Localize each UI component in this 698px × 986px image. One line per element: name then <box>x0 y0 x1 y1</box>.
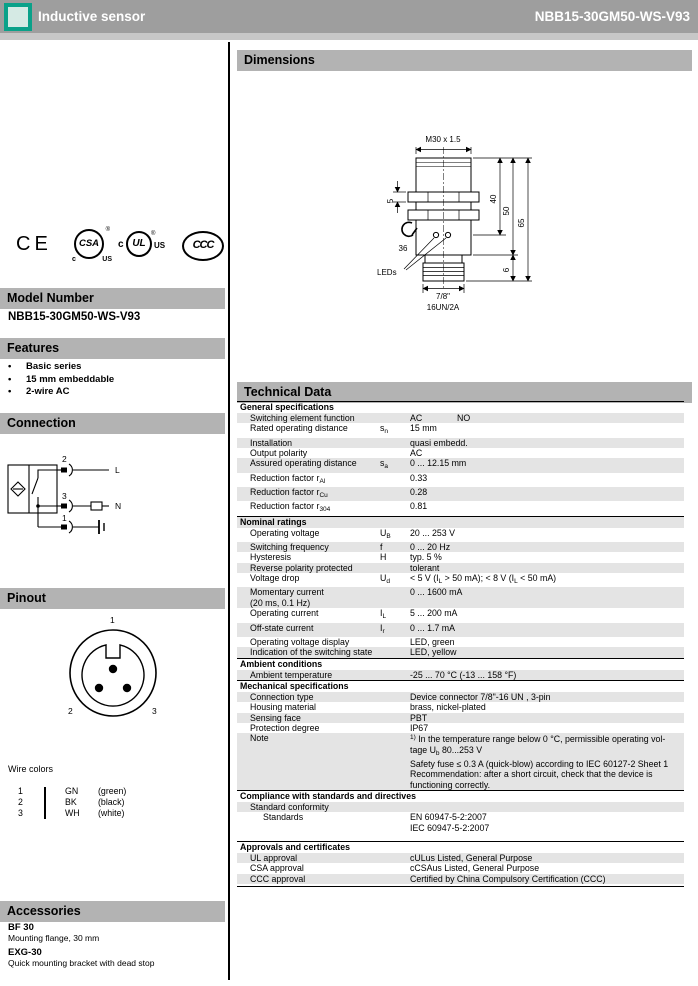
spec-row <box>237 587 684 608</box>
spec-symbol: $s_a$ <box>380 458 389 471</box>
spec-symbol <box>380 647 410 657</box>
spec-label: Ambient temperature <box>250 669 333 680</box>
spec-value: 0 ... 12.15 mm <box>410 458 467 469</box>
spec-row <box>237 608 684 622</box>
spec-symbol: $I_L$ <box>380 608 387 621</box>
spec-value: -25 ... 70 °C (-13 ... 158 °F) <box>410 669 517 680</box>
spec-row <box>237 874 684 884</box>
technical-table <box>237 401 684 887</box>
dim-65-label: 65 <box>517 218 526 228</box>
connection-diagram <box>5 453 175 563</box>
spec-row <box>237 448 684 458</box>
spec-section-header: General specifications <box>237 401 684 413</box>
wire-code: WH <box>65 807 80 818</box>
spec-label: Output polarity <box>250 448 308 459</box>
wire-color-row <box>0 808 220 819</box>
spec-row <box>237 528 684 542</box>
connector-size-label: 7/8" <box>436 292 450 301</box>
csa-mark-icon: CSA ® c US <box>72 227 112 263</box>
spec-value: AC NO <box>410 413 471 423</box>
spec-symbol <box>380 487 410 501</box>
spec-symbol <box>380 473 410 487</box>
spec-row <box>237 423 684 437</box>
brand-logo-icon <box>4 3 32 31</box>
wire-color-name: (black) <box>98 796 125 807</box>
spec-label: Protection degree <box>250 722 320 733</box>
spec-label: Rated operating distance <box>250 423 348 434</box>
bullet-icon: • <box>8 386 12 398</box>
spec-label: Momentary current (20 ms, 0.1 Hz) <box>250 587 324 608</box>
spec-row <box>237 670 684 680</box>
spec-value: 0 ... 20 Hz <box>410 542 451 553</box>
accessories-list <box>8 918 223 968</box>
ce-mark-icon: CE <box>16 233 52 255</box>
wire-color-row <box>0 786 220 797</box>
spec-value: < 5 V ($I_L > 50$ mA); < 8 V ($I_L < 50$ mA) <box>410 573 557 586</box>
line-l-label: L <box>115 465 120 475</box>
spec-row <box>237 623 684 637</box>
spec-value: 0 ... 1600 mA <box>410 587 463 598</box>
spec-row <box>237 713 684 723</box>
terminal-2-label: 2 <box>62 454 67 464</box>
spec-symbol <box>380 448 410 458</box>
ul-mark-icon: c UL ® US <box>118 231 170 263</box>
spec-row <box>237 458 684 472</box>
spec-row <box>237 438 684 448</box>
spec-row <box>237 812 684 833</box>
certification-marks <box>0 227 225 265</box>
spec-label: Reduction factor $r_{Cu}$ <box>250 487 328 500</box>
spec-value: 5 ... 200 mA <box>410 608 458 619</box>
spec-row <box>237 473 684 487</box>
bullet-icon: • <box>8 373 12 385</box>
bullet-icon: • <box>8 361 12 372</box>
spec-row <box>237 552 684 562</box>
thread-label: M30 x 1.5 <box>425 135 461 144</box>
wire-pin: 3 <box>18 807 23 818</box>
terminal-3-label: 3 <box>62 491 67 501</box>
spec-row <box>237 702 684 712</box>
spec-value: brass, nickel-plated <box>410 702 486 713</box>
spec-label: Switching element function <box>250 413 355 423</box>
model-number-value: NBB15-30GM50-WS-V93 <box>8 311 141 323</box>
spec-label: Indication of the switching state <box>250 647 373 658</box>
spec-label: Installation <box>250 437 293 448</box>
spec-label: UL approval <box>250 853 298 863</box>
wire-code: GN <box>65 786 79 796</box>
leds-label: LEDs <box>377 268 397 277</box>
spec-row <box>237 542 684 552</box>
spec-row <box>237 733 684 790</box>
wire-colors-table <box>0 786 220 818</box>
spec-value: quasi embedd. <box>410 437 468 448</box>
spec-symbol <box>380 413 410 423</box>
accessory-model: BF 30 <box>8 922 34 933</box>
spec-symbol <box>380 563 410 573</box>
spec-label: Reduction factor $r_{304}$ <box>250 501 331 514</box>
spec-value: cCSAus Listed, General Purpose <box>410 863 540 874</box>
spec-value: 15 mm <box>410 423 437 434</box>
spec-section-header: Approvals and certificates <box>237 841 684 853</box>
dim-40-label: 40 <box>489 194 498 204</box>
spec-label: Reverse polarity protected <box>250 562 353 573</box>
accessories-header: Accessories <box>0 901 225 922</box>
spec-symbol <box>380 863 410 873</box>
spec-row <box>237 647 684 657</box>
spec-symbol: $U_d$ <box>380 573 390 586</box>
column-divider <box>228 42 230 980</box>
spec-value: 20 ... 253 V <box>410 527 455 538</box>
pin-2-label: 2 <box>68 706 73 716</box>
spec-symbol <box>380 501 410 515</box>
spec-label: Standard conformity <box>250 801 329 812</box>
spec-symbol <box>380 702 410 712</box>
spec-label: Note <box>250 733 269 744</box>
header-sub-strip <box>0 33 698 40</box>
spec-row <box>237 692 684 702</box>
model-number-header: Model Number <box>0 288 225 309</box>
spec-section-header: Mechanical specifications <box>237 680 684 692</box>
pin-3-label: 3 <box>152 706 157 716</box>
spec-row <box>237 637 684 647</box>
spec-symbol <box>380 713 410 723</box>
spec-label: Operating current <box>250 608 319 619</box>
wire-color-name: (white) <box>98 807 125 818</box>
pin-1-label: 1 <box>110 615 115 625</box>
spec-symbol: H <box>380 552 387 563</box>
spec-value: Device connector 7/8"-16 UN , 3-pin <box>410 691 551 702</box>
header-model-number: NBB15-30GM50-WS-V93 <box>534 9 690 24</box>
spec-row <box>237 853 684 863</box>
wire-code: BK <box>65 796 77 807</box>
feature-item: • Basic series <box>8 361 82 372</box>
spec-value: 0 ... 1.7 mA <box>410 622 455 633</box>
spec-label: Standards <box>263 812 304 823</box>
spec-value: 0.81 <box>410 501 428 512</box>
page-title: Inductive sensor <box>38 9 146 24</box>
spec-row <box>237 723 684 733</box>
nut-height-label: 5 <box>386 198 395 204</box>
spec-value: LED, yellow <box>410 647 457 658</box>
spec-value: EN 60947-5-2:2007 IEC 60947-5-2:2007 <box>410 812 490 833</box>
technical-data-header: Technical Data <box>237 382 692 403</box>
wire-color-row <box>0 797 220 808</box>
feature-item: • 2-wire AC <box>8 386 70 398</box>
spec-value: 0.28 <box>410 487 428 498</box>
spec-symbol: f <box>380 542 383 553</box>
spec-value <box>410 802 684 812</box>
spec-row <box>237 413 684 423</box>
spec-value: typ. 5 % <box>410 552 442 563</box>
dimension-drawing <box>332 127 602 317</box>
spec-symbol <box>380 438 410 448</box>
spec-row <box>237 501 684 515</box>
spec-value: cULus Listed, General Purpose <box>410 853 533 863</box>
wire-colors-title: Wire colors <box>8 764 54 774</box>
spec-symbol <box>380 587 410 608</box>
spec-symbol <box>380 723 410 733</box>
spec-symbol: $U_B$ <box>380 527 391 540</box>
spec-label: CSA approval <box>250 863 304 874</box>
spec-row <box>237 863 684 873</box>
features-header: Features <box>0 338 225 359</box>
accessory-description: Quick mounting bracket with dead stop <box>8 958 155 968</box>
ccc-mark-icon: CCC <box>182 231 224 261</box>
spec-row <box>237 802 684 812</box>
wrench-size-label: 36 <box>398 244 408 253</box>
spec-label: Operating voltage <box>250 527 320 538</box>
spec-row <box>237 573 684 587</box>
spec-symbol <box>380 802 410 812</box>
wrench-icon <box>402 222 417 236</box>
dim-50-label: 50 <box>502 206 511 216</box>
spec-section-header: Ambient conditions <box>237 658 684 670</box>
wire-colors-divider <box>44 787 46 819</box>
features-list <box>8 361 223 399</box>
spec-label: Housing material <box>250 702 317 713</box>
spec-label: Assured operating distance <box>250 458 357 469</box>
spec-value: IP67 <box>410 722 429 733</box>
spec-symbol <box>380 637 410 647</box>
spec-symbol <box>380 670 410 680</box>
spec-value: PBT <box>410 712 428 723</box>
accessory-model: EXG-30 <box>8 947 42 958</box>
accessory-description: Mounting flange, 30 mm <box>8 933 100 943</box>
spec-section-header: Compliance with standards and directives <box>237 790 684 802</box>
spec-label: Connection type <box>250 691 314 702</box>
spec-section-header: Nominal ratings <box>237 516 684 528</box>
terminal-1-label: 1 <box>62 513 67 523</box>
dim-6-label: 6 <box>502 267 511 273</box>
connection-header: Connection <box>0 413 225 434</box>
spec-value: Certified by China Compulsory Certification (CCC) <box>410 873 606 884</box>
spec-label: CCC approval <box>250 873 306 884</box>
spec-value: AC <box>410 448 423 459</box>
connector-thread-label: 16UN/2A <box>426 303 460 312</box>
spec-value: 0.33 <box>410 472 428 483</box>
spec-symbol: $I_r$ <box>380 622 385 635</box>
spec-label: Switching frequency <box>250 542 329 553</box>
spec-label: Reduction factor $r_{Al}$ <box>250 472 326 485</box>
spec-label: Voltage drop <box>250 573 300 584</box>
spec-label: Off-state current <box>250 622 314 633</box>
wire-pin: 2 <box>18 796 23 807</box>
feature-item: • 15 mm embeddable <box>8 373 115 385</box>
wire-pin: 1 <box>18 786 23 796</box>
dimensions-header: Dimensions <box>237 50 692 71</box>
header-bar <box>0 0 698 33</box>
spec-symbol <box>380 853 410 863</box>
line-n-label: N <box>115 501 122 511</box>
spec-symbol <box>380 874 410 884</box>
pinout-header: Pinout <box>0 588 225 609</box>
spec-value: $^{1)}$ In the temperature range below 0 °C, permissible operating vol- tage $U_b$ 80...253 V Safety fuse ≤ 0.3 A (quick-blow) according to IEC 60127-2 Sheet 1 Recommendation: after a short circuit, check that the device is functioning correctly. <box>410 734 669 790</box>
spec-symbol: $s_n$ <box>380 423 389 436</box>
spec-symbol <box>380 692 410 702</box>
wire-color-name: (green) <box>98 786 127 796</box>
spec-value: tolerant <box>410 562 440 573</box>
spec-label: Operating voltage display <box>250 636 350 647</box>
spec-symbol <box>380 733 410 790</box>
spec-row <box>237 487 684 501</box>
spec-row <box>237 563 684 573</box>
spec-label: Sensing face <box>250 712 301 723</box>
spec-symbol <box>380 812 410 833</box>
spec-label: Hysteresis <box>250 552 292 563</box>
pinout-diagram <box>53 613 173 733</box>
spec-value: LED, green <box>410 636 455 647</box>
